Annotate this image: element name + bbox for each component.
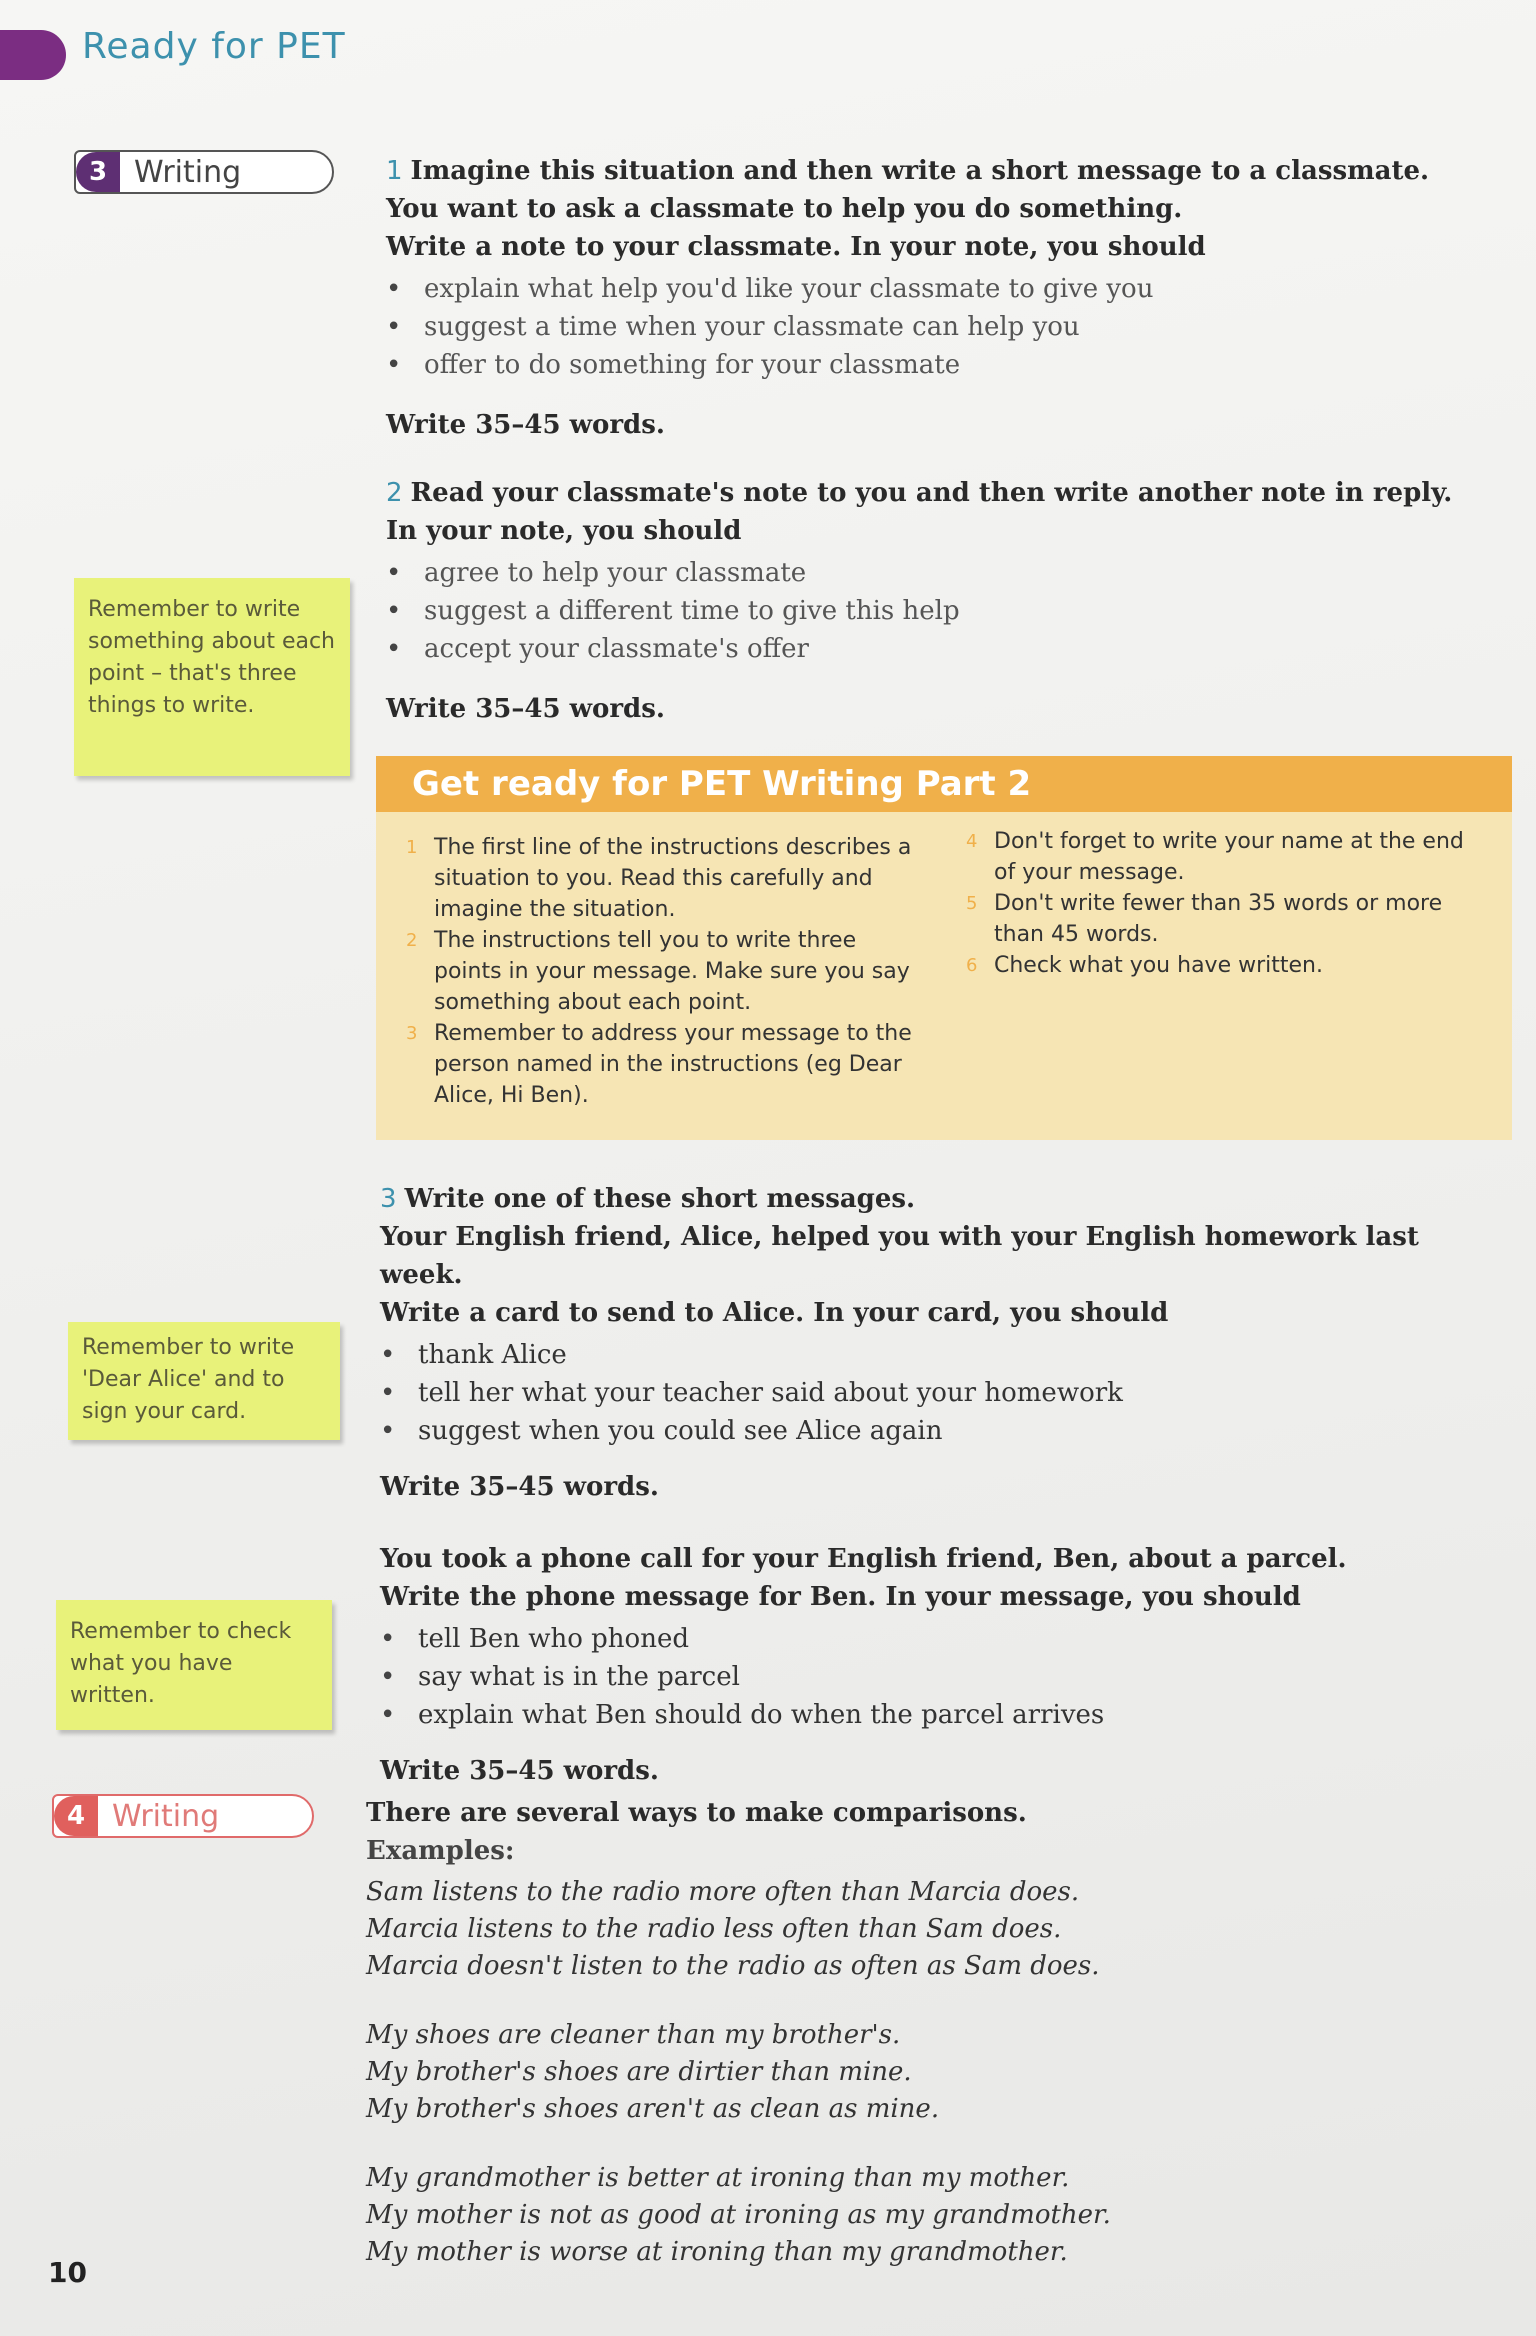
example-line: My brother's shoes aren't as clean as mine. <box>366 2094 940 2124</box>
tip-item <box>966 888 1486 950</box>
question-3b-bullets <box>380 1620 1500 1734</box>
question-3b-word-count: Write 35–45 words. <box>380 1756 659 1786</box>
question-1-word-count: Write 35–45 words. <box>386 410 665 440</box>
get-ready-title: Get ready for PET Writing Part 2 <box>376 756 1512 812</box>
section-4-title: Writing <box>112 1798 220 1834</box>
question-3-number: 3 <box>380 1184 397 1214</box>
question-2-number: 2 <box>386 478 403 508</box>
bullet-item: • explain what Ben should do when the parcel arrives <box>380 1696 1500 1734</box>
example-line: Sam listens to the radio more often than Marcia does. <box>366 1877 1080 1907</box>
question-1-bullets <box>386 270 1496 384</box>
tip-number: 4 <box>966 831 978 852</box>
tip-item <box>406 925 926 1018</box>
tip-text: The first line of the instructions describes a situation to you. Read this carefully and imagine the situation. <box>434 835 912 922</box>
example-line: My shoes are cleaner than my brother's. <box>366 2020 901 2050</box>
bullet-item: • suggest a time when your classmate can help you <box>386 308 1496 346</box>
question-2 <box>386 474 1496 728</box>
section-3-number: 3 <box>76 152 120 192</box>
question-1-number: 1 <box>386 156 403 186</box>
tip-text: Remember to address your message to the person named in the instructions (eg Dear Alice, Hi Ben). <box>434 1021 912 1108</box>
page-number: 10 <box>48 2256 87 2289</box>
tip-number: 3 <box>406 1023 418 1044</box>
tip-number: 2 <box>406 930 418 951</box>
question-3b-line-2: Write the phone message for Ben. In your message, you should <box>380 1582 1301 1612</box>
get-ready-left-column <box>406 832 926 1111</box>
question-3a-bullets <box>380 1336 1500 1450</box>
question-3a-line-1: Your English friend, Alice, helped you with your English homework last week. <box>380 1222 1419 1290</box>
bullet-item: • say what is in the parcel <box>380 1658 1500 1696</box>
question-3 <box>380 1180 1500 1790</box>
section-4-label <box>52 1794 314 1838</box>
examples-label: Examples: <box>366 1836 515 1866</box>
section-4-number: 4 <box>54 1796 98 1836</box>
example-line: My mother is not as good at ironing as my grandmother. <box>366 2200 1111 2230</box>
question-2-bullets <box>386 554 1496 668</box>
tip-item <box>966 950 1486 981</box>
example-group-3 <box>366 2160 1486 2271</box>
bullet-item: • thank Alice <box>380 1336 1500 1374</box>
question-3b-line-1: You took a phone call for your English friend, Ben, about a parcel. <box>380 1544 1347 1574</box>
example-line: Marcia listens to the radio less often than Sam does. <box>366 1914 1062 1944</box>
question-3a-line-2: Write a card to send to Alice. In your card, you should <box>380 1298 1169 1328</box>
example-group-1 <box>366 1874 1486 1985</box>
bullet-item: • suggest when you could see Alice again <box>380 1412 1500 1450</box>
question-2-line-1: Read your classmate's note to you and then write another note in reply. <box>410 478 1453 508</box>
get-ready-box <box>376 756 1512 1140</box>
bullet-text: suggest a different time to give this help <box>424 596 960 626</box>
question-1-line-2: You want to ask a classmate to help you do something. <box>386 194 1183 224</box>
bullet-item: • tell Ben who phoned <box>380 1620 1500 1658</box>
question-2-line-2: In your note, you should <box>386 516 742 546</box>
question-1-line-1: Imagine this situation and then write a short message to a classmate. <box>410 156 1430 186</box>
tip-number: 1 <box>406 837 418 858</box>
bullet-item: • tell her what your teacher said about your homework <box>380 1374 1500 1412</box>
question-1-line-3: Write a note to your classmate. In your note, you should <box>386 232 1206 262</box>
example-group-2 <box>366 2017 1486 2128</box>
header-tab-marker <box>0 30 66 80</box>
sticky-note-tip-2: Remember to write 'Dear Alice' and to sign your card. <box>68 1322 340 1440</box>
section-3-title: Writing <box>134 154 242 190</box>
bullet-item: • agree to help your classmate <box>386 554 1496 592</box>
tip-item <box>406 832 926 925</box>
tip-text: Don't forget to write your name at the end of your message. <box>994 829 1464 885</box>
comparisons-intro: There are several ways to make comparisons. <box>366 1798 1027 1828</box>
tip-text: The instructions tell you to write three points in your message. Make sure you say something about each point. <box>434 928 910 1015</box>
sticky-note-tip-1: Remember to write something about each point – that's three things to write. <box>74 578 350 776</box>
bullet-item: • offer to do something for your classmate <box>386 346 1496 384</box>
question-3a-word-count: Write 35–45 words. <box>380 1472 659 1502</box>
tip-number: 5 <box>966 893 978 914</box>
tip-item <box>406 1018 926 1111</box>
example-line: My brother's shoes are dirtier than mine. <box>366 2057 912 2087</box>
bullet-item <box>386 592 1496 630</box>
tip-text: Check what you have written. <box>994 953 1323 978</box>
page-header-title: Ready for PET <box>82 26 346 67</box>
tip-number: 6 <box>966 955 978 976</box>
bullet-item: • accept your classmate's offer <box>386 630 1496 668</box>
bullet-item: • explain what help you'd like your classmate to give you <box>386 270 1496 308</box>
sticky-note-tip-3: Remember to check what you have written. <box>56 1600 332 1730</box>
example-line: Marcia doesn't listen to the radio as often as Sam does. <box>366 1951 1100 1981</box>
question-2-word-count: Write 35–45 words. <box>386 694 665 724</box>
example-line: My grandmother is better at ironing than my mother. <box>366 2163 1070 2193</box>
tip-item <box>966 826 1486 888</box>
tip-text: Don't write fewer than 35 words or more than 45 words. <box>994 891 1443 947</box>
section-3-label <box>74 150 334 194</box>
question-3-heading: Write one of these short messages. <box>404 1184 916 1214</box>
example-line: My mother is worse at ironing than my grandmother. <box>366 2237 1068 2267</box>
question-1 <box>386 152 1496 444</box>
section-4-content <box>366 1794 1486 2271</box>
get-ready-right-column <box>966 826 1486 981</box>
